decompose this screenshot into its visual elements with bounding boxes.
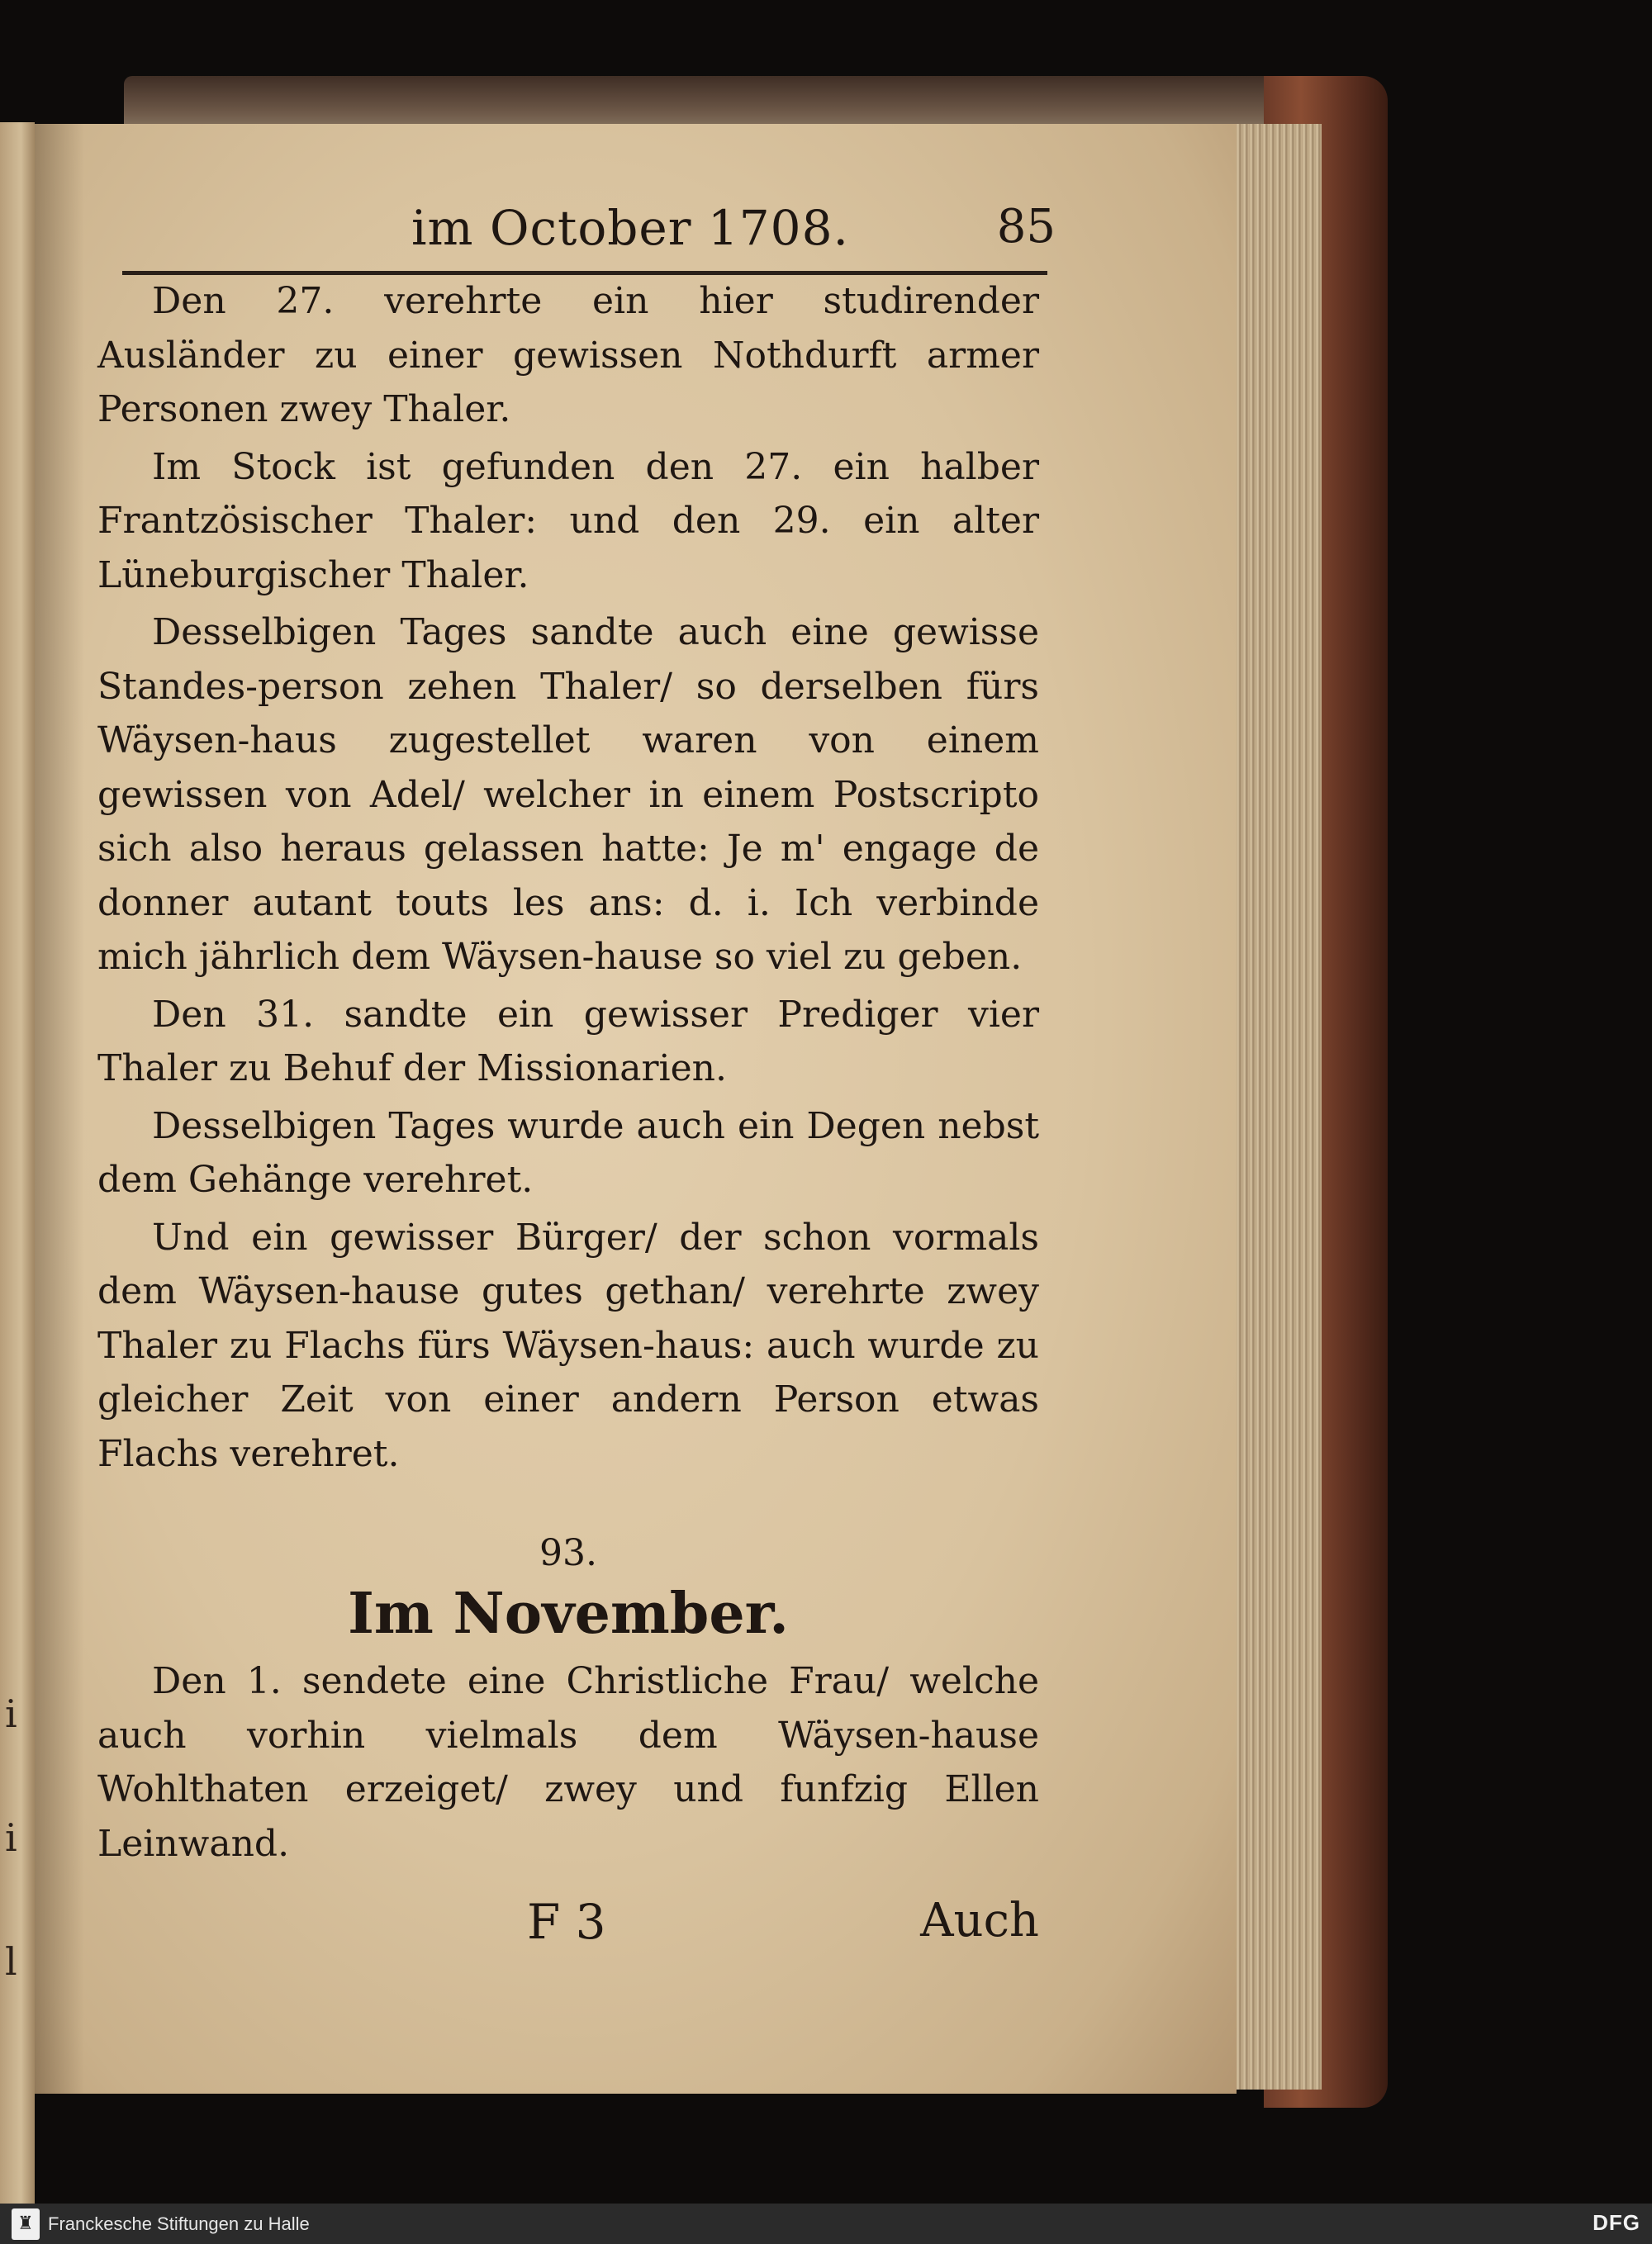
paragraph: Desselbigen Tages sandte auch eine gewisse Standes-person zehen Thaler/ so derselben fürs Wäysen-haus zugestellet waren von einem gewissen von Adel/ welcher in einem Postscripto sich also heraus gelassen hatte: Je m' engage de donner autant touts les ans: d. i. Ich verbinde mich jährlich dem Wäysen-hause so viel zu geben. xyxy=(97,611,1039,978)
header-rule xyxy=(122,271,1047,275)
facing-page-fragment: i xyxy=(5,1691,17,1736)
page-number: 85 xyxy=(996,200,1056,254)
paragraph: Im Stock ist gefunden den 27. ein halber Frantzösischer Thaler: und den 29. ein alter Lüneburgischer Thaler. xyxy=(97,445,1039,596)
signature-mark: F 3 xyxy=(527,1894,606,1950)
institution-logo-icon: ♜ xyxy=(12,2208,40,2240)
viewer-footer xyxy=(0,2204,1652,2244)
facing-page-fragment: l xyxy=(5,1939,17,1984)
facing-page-fragment: i xyxy=(5,1815,17,1860)
paragraph: Den 31. sandte ein gewisser Prediger vier Thaler zu Behuf der Missionarien. xyxy=(97,993,1039,1089)
running-head: im October 1708. xyxy=(411,200,849,256)
entry-number: 93. xyxy=(539,1532,597,1574)
facing-page xyxy=(0,122,35,2204)
paragraph: Und ein gewisser Bürger/ der schon vormals dem Wäysen-hause gutes gethan/ verehrte zwey Thaler zu Flachs fürs Wäysen-haus: auch wurde zu gleicher Zeit von einer andern Person etwas Flachs verehret. xyxy=(97,1216,1039,1475)
paragraph: Den 1. sendete eine Christliche Frau/ welche auch vorhin vielmals dem Wäysen-hause Wohlthaten erzeiget/ zwey und funfzig Ellen Leinwand. xyxy=(97,1660,1039,1865)
entries xyxy=(97,274,1039,1871)
paragraph: Desselbigen Tages wurde auch ein Degen nebst dem Gehänge verehret. xyxy=(97,1104,1039,1201)
institution-name: Franckesche Stiftungen zu Halle xyxy=(48,2213,310,2234)
dfg-logo: DFG xyxy=(1593,2210,1640,2235)
page-gutter-shadow xyxy=(35,124,84,2094)
page-text-block xyxy=(97,195,1056,1968)
page-edges xyxy=(1222,124,1322,2090)
catchword: Auch xyxy=(920,1894,1039,1947)
month-heading: Im November. xyxy=(348,1581,789,1647)
page-footer xyxy=(97,1894,1039,1968)
paragraph: Den 27. verehrte ein hier studirender Ausländer zu einer gewissen Nothdurft armer Personen zwey Thaler. xyxy=(97,280,1039,430)
page-header xyxy=(97,195,1056,274)
